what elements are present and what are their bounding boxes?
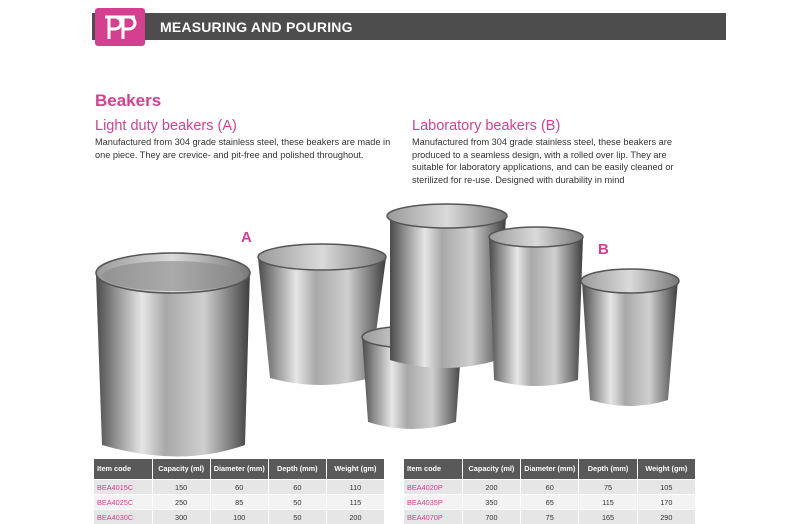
light-duty-heading: Light duty beakers (A)	[95, 118, 237, 134]
table-cell: 85	[210, 495, 268, 510]
table-cell: 290	[637, 510, 695, 524]
table-cell: 60	[210, 480, 268, 495]
column-header: Weight (gm)	[326, 459, 384, 480]
table-cell: 50	[268, 510, 326, 524]
table-cell: 165	[579, 510, 637, 524]
table-cell: 115	[579, 495, 637, 510]
table-cell: 60	[268, 480, 326, 495]
table-cell: 170	[637, 495, 695, 510]
item-code: BEA4015C	[94, 480, 152, 495]
table-cell: 250	[152, 495, 210, 510]
table-row	[404, 495, 696, 510]
table-row	[94, 480, 385, 495]
column-header: Diameter (mm)	[210, 459, 268, 480]
column-header: Item code	[94, 459, 152, 480]
table-cell: 65	[521, 495, 579, 510]
table-row	[94, 495, 385, 510]
beaker-a-large	[96, 253, 250, 457]
column-header: Item code	[404, 459, 462, 480]
item-code: BEA4030C	[94, 510, 152, 524]
column-header: Diameter (mm)	[521, 459, 579, 480]
column-header: Depth (mm)	[268, 459, 326, 480]
table-cell: 60	[521, 480, 579, 495]
column-header: Depth (mm)	[579, 459, 637, 480]
table-cell: 110	[326, 480, 384, 495]
table-cell: 200	[326, 510, 384, 524]
column-header: Capacity (ml)	[152, 459, 210, 480]
column-header: Capacity (ml)	[462, 459, 520, 480]
table-cell: 350	[462, 495, 520, 510]
table-cell: 115	[326, 495, 384, 510]
table-cell: 150	[152, 480, 210, 495]
laboratory-description: Manufactured from 304 grade stainless steel, these beakers are produced to a seamless design, with a rolled over lip. They are suitable for laboratory applications, and can be easily cleaned or sterilized for re-use. Designed with durability in mind	[412, 136, 697, 186]
table-row	[404, 510, 696, 524]
table-cell: 300	[152, 510, 210, 524]
table-cell: 200	[462, 480, 520, 495]
item-code: BEA4020P	[404, 480, 462, 495]
column-header: Weight (gm)	[637, 459, 695, 480]
table-cell: 50	[268, 495, 326, 510]
beaker-b-tall	[387, 204, 507, 368]
laboratory-heading: Laboratory beakers (B)	[412, 118, 560, 134]
label-b: B	[598, 241, 609, 258]
table-row	[404, 480, 696, 495]
table-header-row	[94, 459, 385, 480]
light-duty-description: Manufactured from 304 grade stainless steel, these beakers are made in one piece. They are crevice- and pit-free and polished throughout.	[95, 136, 395, 161]
item-code: BEA4070P	[404, 510, 462, 524]
item-code: BEA4025C	[94, 495, 152, 510]
table-cell: 700	[462, 510, 520, 524]
light-duty-table	[94, 459, 385, 524]
label-a: A	[241, 229, 252, 246]
beaker-b-medium	[489, 227, 583, 386]
table-row	[94, 510, 385, 524]
table-header-row	[404, 459, 696, 480]
item-code: BEA4035P	[404, 495, 462, 510]
table-cell: 75	[579, 480, 637, 495]
beaker-b-small	[581, 269, 679, 406]
page-heading: Beakers	[95, 91, 161, 111]
table-cell: 100	[210, 510, 268, 524]
laboratory-table	[404, 459, 696, 524]
table-cell: 75	[521, 510, 579, 524]
section-title: MEASURING AND POURING	[160, 19, 353, 35]
table-cell: 105	[637, 480, 695, 495]
